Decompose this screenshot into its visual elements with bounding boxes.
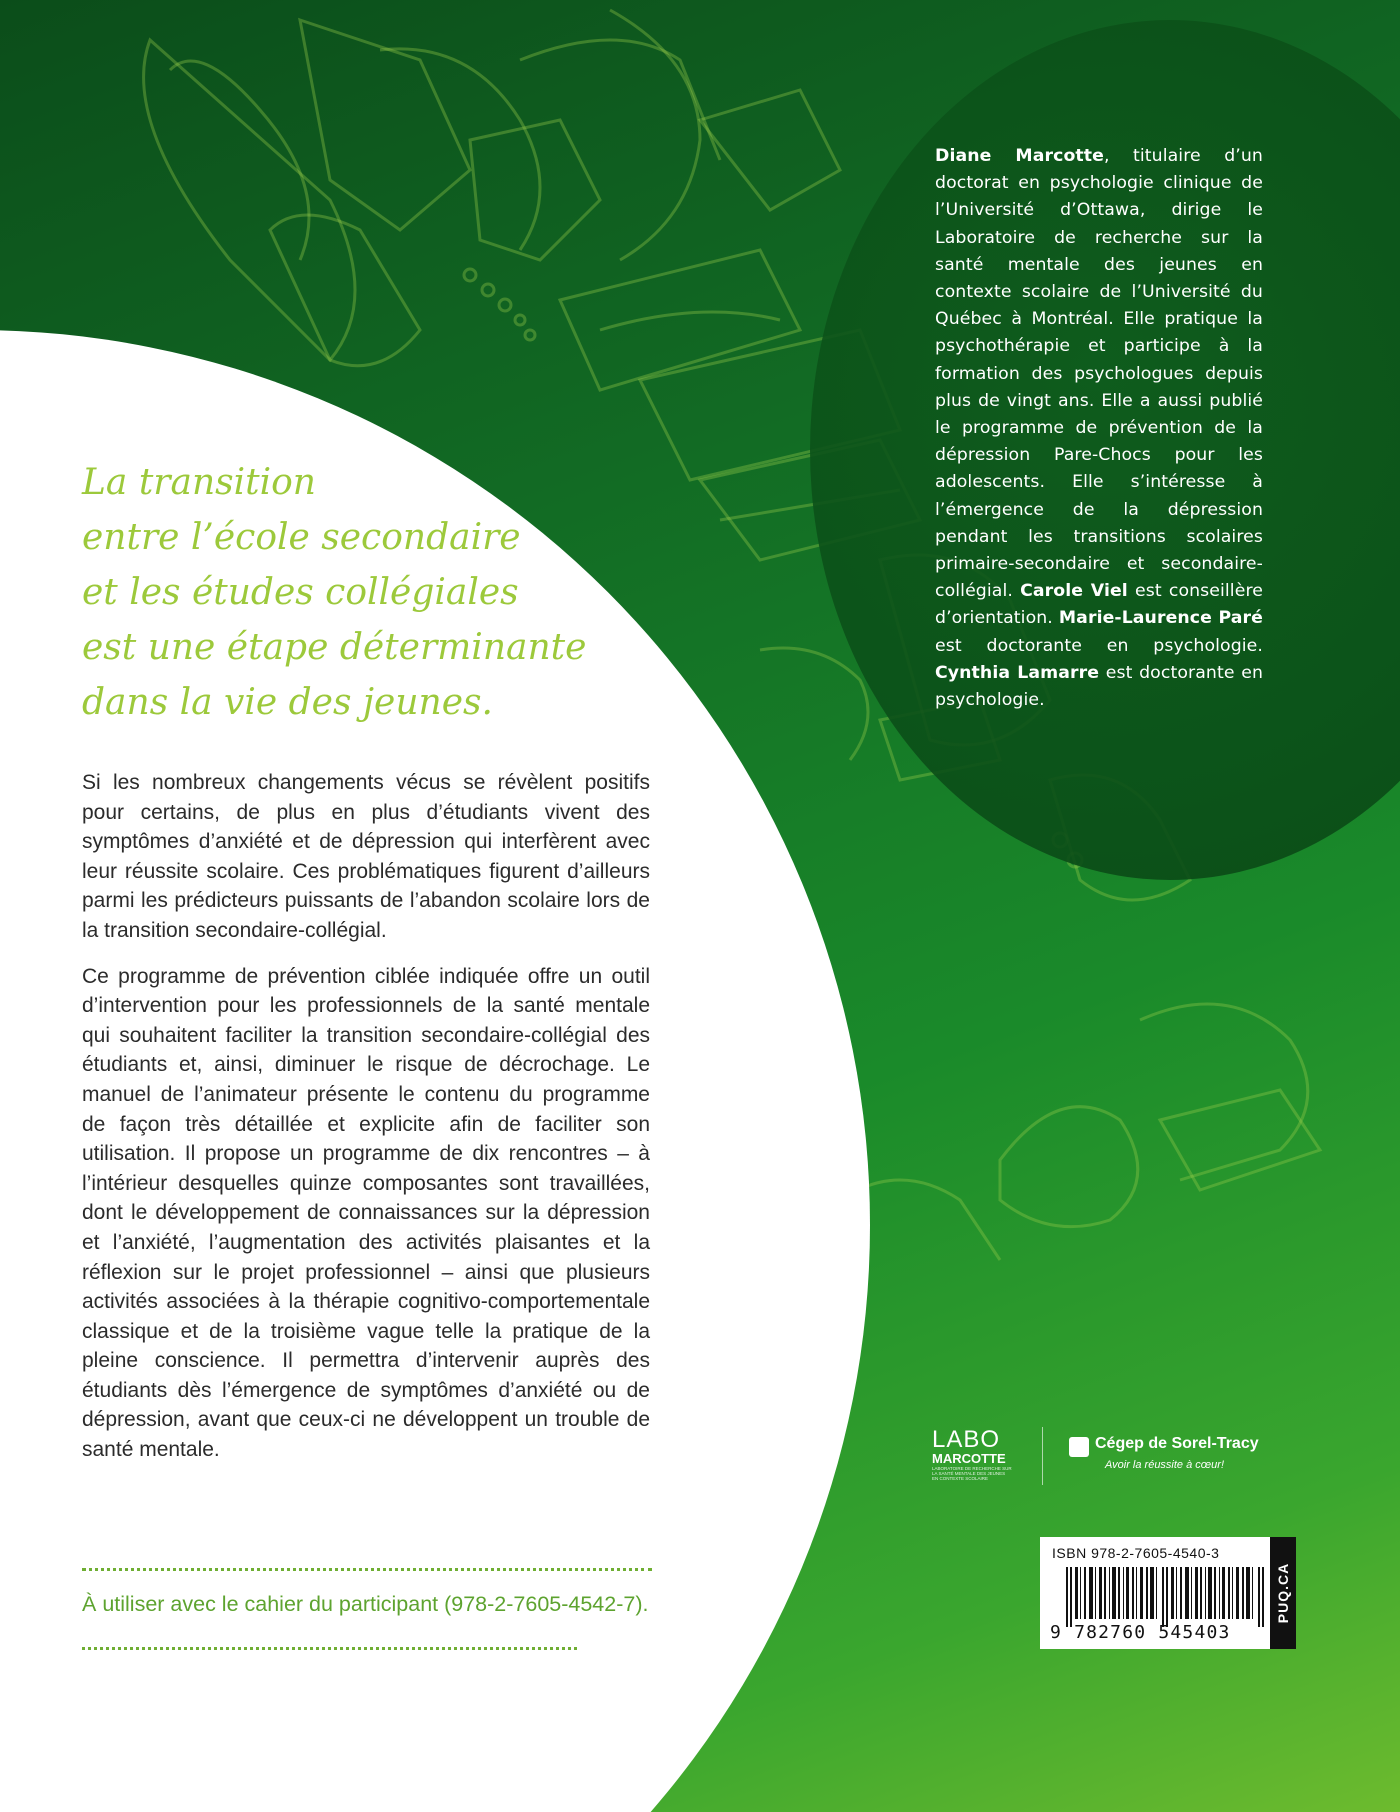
- quote-line: et les études collégiales: [82, 572, 519, 613]
- author-name-3: Marie-Laurence Paré: [1058, 608, 1263, 629]
- author-bio-text-1: , titulaire d’un doctorat en psychologie clinique de l’Université d’Ottawa, dirige le Laboratoire de recherche sur la santé mentale des jeunes en contexte scolaire de l’Université du Québec à Montréal. Elle pratique la psychothérapie et participe à la formation des psychologues depuis plus de vingt ans. Elle a aussi publié le programme de prévention de la dépression Pare-Chocs pour les adolescents. Elle s’intéresse à l’émergence de la dépression pendant les transitions scolaires primaire-secondaire et secondaire-collégial.: [935, 146, 1263, 602]
- labo-logo-caption: LABORATOIRE DE RECHERCHE SUR LA SANTÉ MENTALE DES JEUNES EN CONTEXTE SCOLAIRE: [932, 1466, 1012, 1481]
- publisher-tab: [1270, 1537, 1296, 1649]
- author-name-4: Cynthia Lamarre: [935, 662, 1100, 683]
- dotted-divider-bottom: [82, 1647, 577, 1650]
- pull-quote: [82, 455, 602, 730]
- participant-workbook-note: À utiliser avec le cahier du participant (978-2-7605-4542-7).: [82, 1592, 649, 1616]
- quote-line: dans la vie des jeunes.: [82, 682, 493, 723]
- quote-line: est une étape déterminante: [82, 627, 587, 668]
- author-bio-text-2: est conseillère d’orientation.: [935, 581, 1263, 629]
- author-name-2: Carole Viel: [1020, 581, 1128, 602]
- logo-separator: [1042, 1427, 1043, 1485]
- isbn-box: [1040, 1537, 1296, 1649]
- cegep-tagline: Avoir la réussite à cœur!: [1105, 1459, 1225, 1471]
- description-paragraph: Si les nombreux changements vécus se révèlent positifs pour certains, de plus en plus d’étudiants vivent des symptômes d’anxiété et de dépression qui interfèrent avec leur réussite scolaire. Ces problématiques figurent d’ailleurs parmi les prédicteurs puissants de l’abandon scolaire lors de la transition secondaire-collégial.: [82, 771, 650, 942]
- cegep-name: Cégep de Sorel-Tracy: [1095, 1435, 1259, 1452]
- publisher-label: PUQ.CA: [1275, 1562, 1291, 1624]
- barcode-icon: [1066, 1567, 1266, 1627]
- isbn-label: ISBN 978-2-7605-4540-3: [1052, 1545, 1220, 1561]
- author-bio-text-3: est doctorante en psychologie.: [935, 635, 1263, 656]
- author-bio: [935, 143, 1263, 714]
- cegep-mark-icon: [1069, 1437, 1089, 1457]
- author-bio-text-4: est doctorante en psychologie.: [935, 662, 1263, 711]
- isbn-digits: 9 782760 545403: [1050, 1622, 1231, 1643]
- partner-logos: [932, 1425, 1272, 1495]
- quote-line: entre l’école secondaire: [82, 517, 521, 558]
- description-paragraph: Ce programme de prévention ciblée indiquée offre un outil d’intervention pour les professionnels de la santé mentale qui souhaitent faciliter la transition secondaire-collégial des étudiants et, ainsi, diminuer le risque de décrochage. Le manuel de l’animateur présente le contenu du programme de façon très détaillée et explicite afin de faciliter son utilisation. Il propose un programme de dix rencontres – à l’intérieur desquelles quinze composantes sont travaillées, dont le développement de connaissances sur la dépression et l’anxiété, l’augmentation des activités plaisantes et la réflexion sur le projet professionnel – ainsi que plusieurs activités associées à la thérapie cognitivo-comportementale classique et de la troisième vague telle la pratique de la pleine conscience. Il permettra d’intervenir auprès des étudiants dès l’émergence de symptômes d’anxiété ou de dépression, avant que ceux-ci ne développent un trouble de santé mentale.: [82, 964, 650, 1462]
- labo-logo-line1: LABO: [932, 1426, 1001, 1453]
- dotted-divider-top: [82, 1568, 652, 1571]
- quote-line: La transition: [82, 462, 316, 503]
- labo-logo-line2: MARCOTTE: [932, 1451, 1006, 1466]
- labo-marcotte-logo: [932, 1428, 1012, 1481]
- author-name-1: Diane Marcotte: [935, 146, 1104, 166]
- description: [82, 768, 650, 1481]
